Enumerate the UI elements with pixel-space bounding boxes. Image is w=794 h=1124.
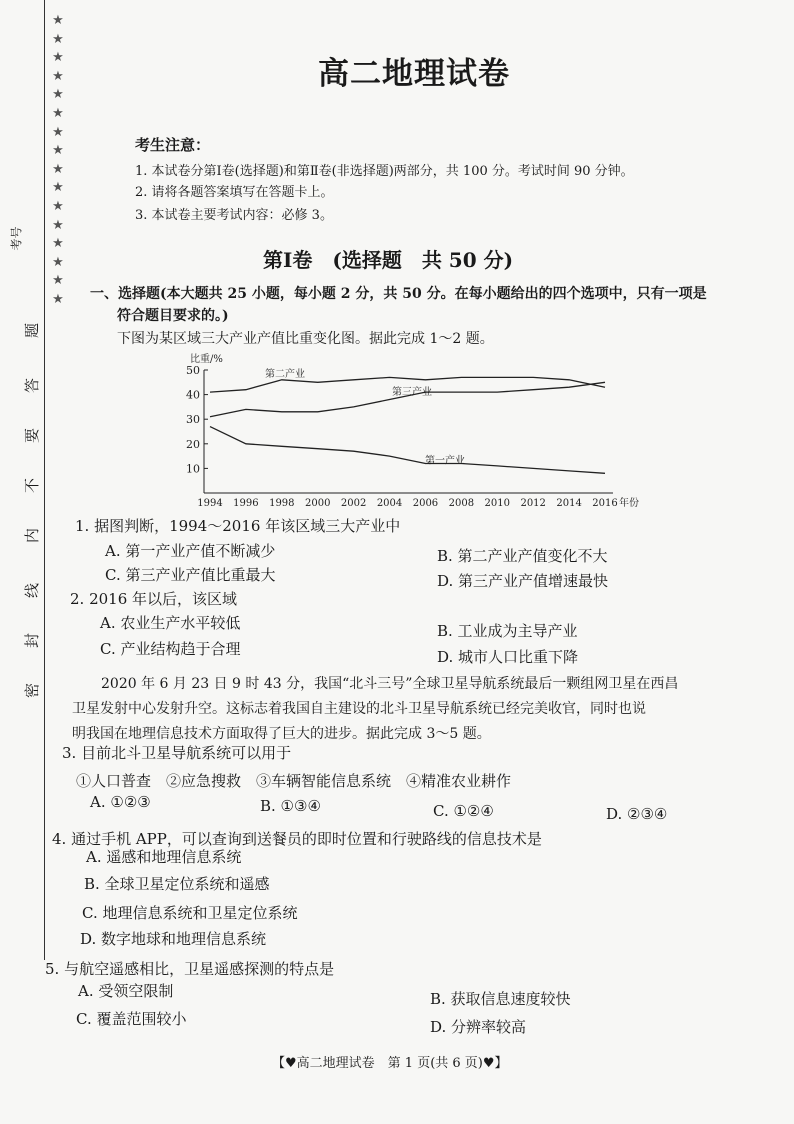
series-label: 第二产业 xyxy=(265,368,305,380)
q4-option-b: B. 全球卫星定位系统和遥感 xyxy=(84,875,270,893)
part1-instructions-line2: 符合题目要求的。) xyxy=(117,308,229,324)
q3-option-a: A. ①②③ xyxy=(90,793,151,811)
star-icon: ★ xyxy=(52,68,64,84)
x-tick-label: 1994 xyxy=(197,498,223,509)
q5-option-c: C. 覆盖范围较小 xyxy=(76,1010,187,1028)
q1-option-c: C. 第三产业产值比重最大 xyxy=(105,566,276,584)
q2-stem: 2. 2016 年以后，该区域 xyxy=(70,590,238,608)
margin-char-7: 封 xyxy=(23,632,42,649)
margin-char-2: 答 xyxy=(23,377,42,394)
margin-char-1: 题 xyxy=(23,322,42,339)
q3-stem: 3. 目前北斗卫星导航系统可以用于 xyxy=(62,744,292,762)
q3-option-d: D. ②③④ xyxy=(606,805,668,823)
q1-option-b: B. 第二产业产值变化不大 xyxy=(437,547,608,565)
star-icon: ★ xyxy=(52,50,64,66)
x-tick-label: 1998 xyxy=(269,498,295,509)
x-tick-label: 2014 xyxy=(556,498,582,509)
q4-stem: 4. 通过手机 APP，可以查询到送餐员的即时位置和行驶路线的信息技术是 xyxy=(52,830,542,848)
margin-char-8: 密 xyxy=(23,682,42,699)
star-icon: ★ xyxy=(52,87,64,103)
y-tick-label: 10 xyxy=(186,462,200,476)
passage-line-3: 明我国在地理信息技术方面取得了巨大的进步。据此完成 3～5 题。 xyxy=(72,726,491,742)
q5-option-d: D. 分辨率较高 xyxy=(430,1018,527,1036)
q1-stem: 1. 据图判断，1994～2016 年该区域三大产业中 xyxy=(75,517,401,535)
q1-option-d: D. 第三产业产值增速最快 xyxy=(437,572,609,590)
q1-option-a: A. 第一产业产值不断减少 xyxy=(105,542,276,560)
q2-option-c: C. 产业结构趋于合理 xyxy=(100,640,241,658)
note-item-1: 1. 本试卷分第Ⅰ卷(选择题)和第Ⅱ卷(非选择题)两部分，共 100 分。考试时间 90 分钟。 xyxy=(135,164,634,179)
series-label: 第三产业 xyxy=(392,387,432,399)
y-tick-label: 30 xyxy=(186,413,200,427)
q4-option-d: D. 数字地球和地理信息系统 xyxy=(80,930,267,948)
binding-line xyxy=(44,0,45,960)
star-icon: ★ xyxy=(52,236,64,252)
x-tick-label: 1996 xyxy=(233,498,259,509)
note-item-3: 3. 本试卷主要考试内容：必修 3。 xyxy=(135,208,333,223)
star-icon: ★ xyxy=(52,124,64,140)
q2-option-d: D. 城市人口比重下降 xyxy=(437,648,579,666)
q5-stem: 5. 与航空遥感相比，卫星遥感探测的特点是 xyxy=(45,960,335,978)
series-line xyxy=(210,427,605,474)
x-tick-label: 2010 xyxy=(484,498,510,509)
x-tick-label: 2006 xyxy=(412,498,439,509)
chart-intro: 下图为某区域三大产业产值比重变化图。据此完成 1～2 题。 xyxy=(117,331,494,347)
q2-option-b: B. 工业成为主导产业 xyxy=(437,622,578,640)
star-icon: ★ xyxy=(52,13,64,28)
y-tick-label: 20 xyxy=(186,437,200,451)
q3-option-c: C. ①②④ xyxy=(433,802,494,820)
passage-line-2: 卫星发射中心发射升空。这标志着我国自主建设的北斗卫星导航系统已经完美收官，同时也说 xyxy=(72,701,646,717)
margin-char-5: 内 xyxy=(23,527,42,544)
q4-option-a: A. 遥感和地理信息系统 xyxy=(86,848,242,866)
industry-share-chart xyxy=(180,348,650,518)
x-tick-label: 2002 xyxy=(340,498,367,509)
chart-svg xyxy=(180,348,650,518)
margin-label-top: 考号 xyxy=(9,226,24,251)
star-icon: ★ xyxy=(52,161,64,177)
y-tick-label: 50 xyxy=(186,364,200,377)
star-column xyxy=(50,12,66,309)
q3-option-b: B. ①③④ xyxy=(260,797,321,815)
star-icon: ★ xyxy=(52,254,64,270)
y-axis-label: 比重/% xyxy=(190,354,223,365)
part1-instructions-line1: 一、选择题(本大题共 25 小题，每小题 2 分，共 50 分。在每小题给出的四个选项中，只有一项是 xyxy=(90,286,707,302)
q4-option-c: C. 地理信息系统和卫星定位系统 xyxy=(82,904,298,922)
x-axis-label: 年份 xyxy=(619,498,639,509)
star-icon: ★ xyxy=(52,180,64,196)
star-icon: ★ xyxy=(52,143,64,159)
star-icon: ★ xyxy=(52,217,64,233)
q3-items: ①人口普查 ②应急搜救 ③车辆智能信息系统 ④精准农业耕作 xyxy=(76,772,512,790)
margin-char-4: 不 xyxy=(23,477,42,494)
x-tick-label: 2004 xyxy=(376,498,403,509)
page-title: 高二地理试卷 xyxy=(318,56,510,92)
star-icon: ★ xyxy=(52,31,64,47)
section-title: 第Ⅰ卷 (选择题 共 50 分) xyxy=(263,248,514,272)
note-item-2: 2. 请将各题答案填写在答题卡上。 xyxy=(135,185,334,200)
star-icon: ★ xyxy=(52,291,64,307)
q5-option-b: B. 获取信息速度较快 xyxy=(430,990,571,1008)
star-icon: ★ xyxy=(52,273,64,289)
x-tick-label: 2016 xyxy=(592,498,618,509)
y-tick-label: 40 xyxy=(186,388,200,402)
binding-margin xyxy=(0,0,80,1124)
x-tick-label: 2000 xyxy=(305,498,331,509)
notes-heading: 考生注意： xyxy=(135,136,211,154)
margin-char-3: 要 xyxy=(23,427,42,444)
series-label: 第一产业 xyxy=(425,455,465,467)
star-icon: ★ xyxy=(52,198,64,214)
margin-char-6: 线 xyxy=(23,582,42,599)
passage-line-1: 2020 年 6 月 23 日 9 时 43 分，我国“北斗三号”全球卫星导航系统最后一颗组网卫星在西昌 xyxy=(101,676,679,692)
x-tick-label: 2012 xyxy=(520,498,546,509)
q2-option-a: A. 农业生产水平较低 xyxy=(100,614,241,632)
star-icon: ★ xyxy=(52,105,64,121)
x-tick-label: 2008 xyxy=(448,498,475,509)
q5-option-a: A. 受领空限制 xyxy=(78,982,174,1000)
page-footer: 【♥高二地理试卷 第 1 页(共 6 页)♥】 xyxy=(272,1056,508,1071)
